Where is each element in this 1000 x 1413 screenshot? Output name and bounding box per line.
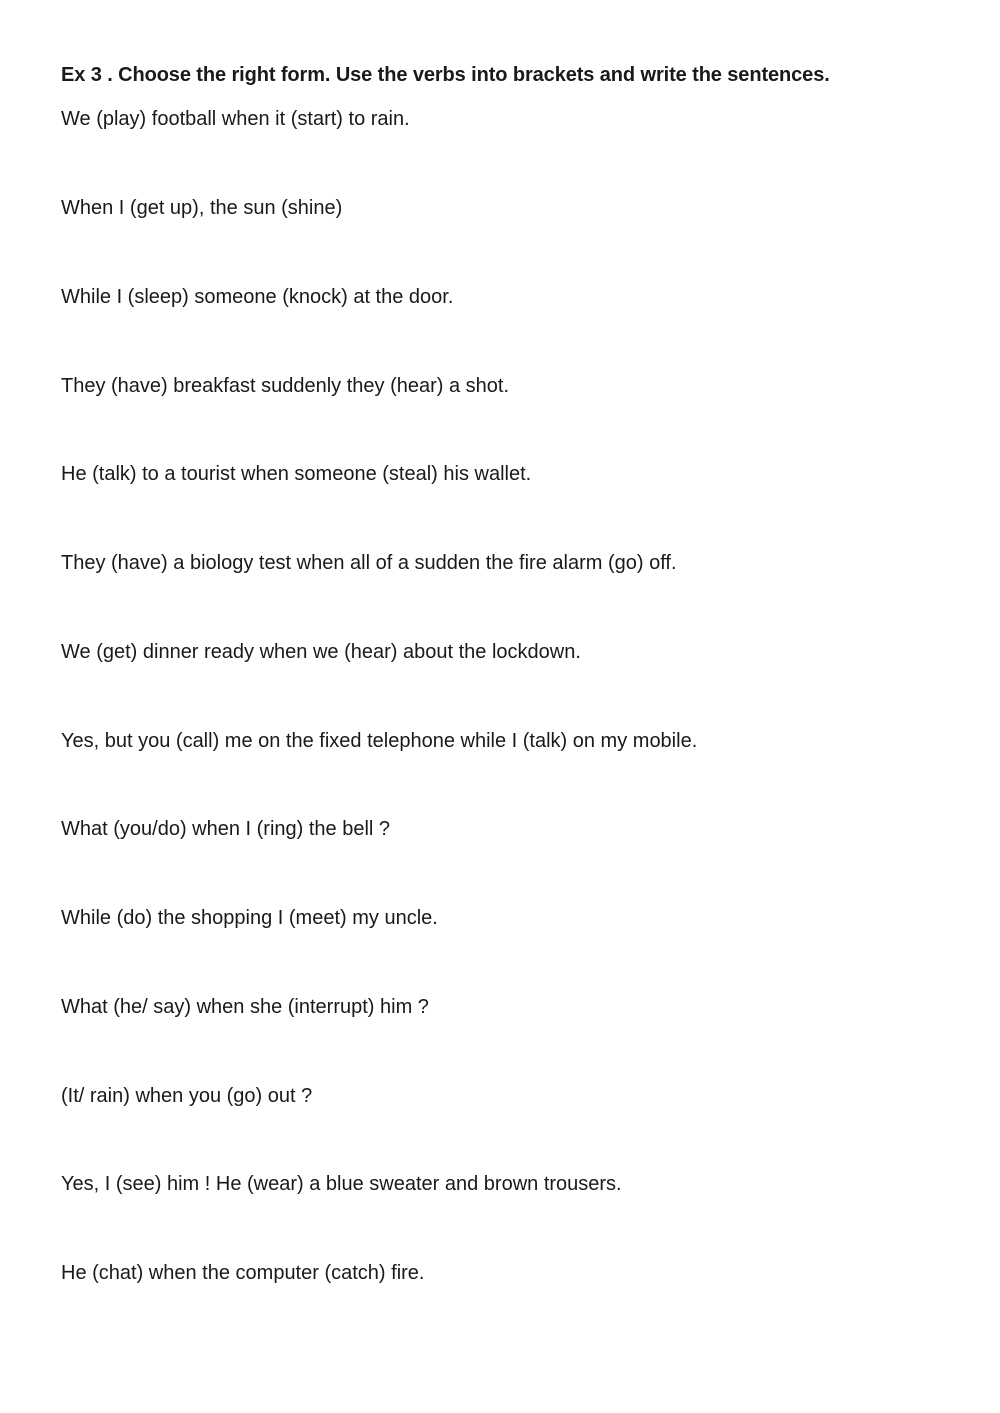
sentence-1: We (play) football when it (start) to rain. <box>61 108 410 130</box>
sentence-8: Yes, but you (call) me on the fixed telephone while I (talk) on my mobile. <box>61 730 698 752</box>
sentence-9: What (you/do) when I (ring) the bell ? <box>61 818 391 840</box>
sentence-12: (It/ rain) when you (go) out ? <box>61 1085 313 1107</box>
sentence-14: He (chat) when the computer (catch) fire. <box>61 1262 425 1284</box>
sentence-10: While (do) the shopping I (meet) my uncle. <box>61 907 438 929</box>
sentence-4: They (have) breakfast suddenly they (hear) a shot. <box>61 375 510 397</box>
sentence-2: When I (get up), the sun (shine) <box>61 197 343 219</box>
sentence-5: He (talk) to a tourist when someone (steal) his wallet. <box>61 463 532 485</box>
sentence-3: While I (sleep) someone (knock) at the door. <box>61 286 454 308</box>
sentence-13: Yes, I (see) him ! He (wear) a blue sweater and brown trousers. <box>61 1173 622 1195</box>
sentence-7: We (get) dinner ready when we (hear) about the lockdown. <box>61 641 581 663</box>
sentence-6: They (have) a biology test when all of a sudden the fire alarm (go) off. <box>61 552 677 574</box>
exercise-title: Ex 3 . Choose the right form. Use the verbs into brackets and write the sentences. <box>61 64 830 86</box>
sentence-11: What (he/ say) when she (interrupt) him ? <box>61 996 429 1018</box>
